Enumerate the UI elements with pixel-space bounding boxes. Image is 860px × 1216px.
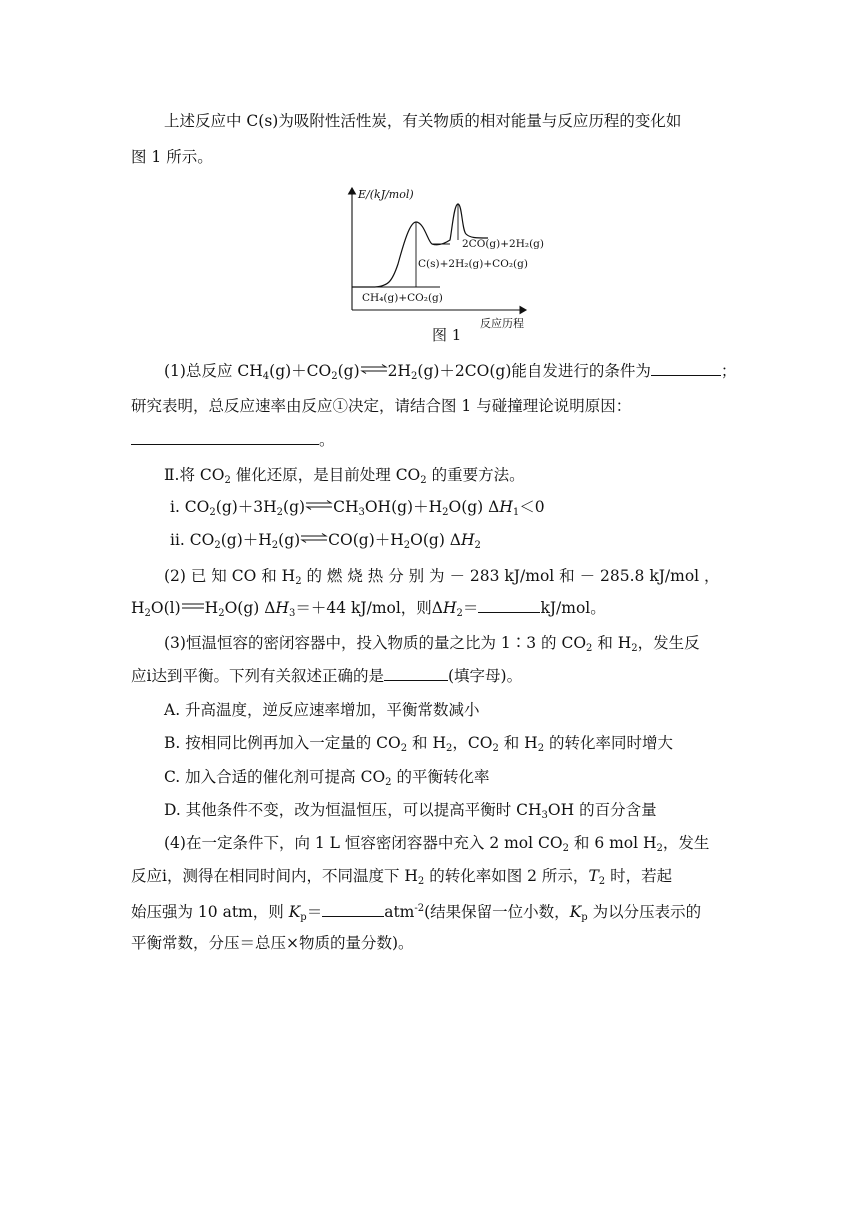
- answer-blank-4[interactable]: [322, 902, 384, 917]
- level-low-label: CH₄(g)+CO₂(g): [362, 292, 443, 304]
- double-equals-icon: [181, 602, 205, 610]
- energy-profile-figure: [340, 182, 560, 330]
- question-3-line-2: 应ⅰ达到平衡。下列有关叙述正确的是 (填字母)。: [131, 667, 523, 685]
- figure-1-caption: 图 1: [432, 326, 462, 344]
- reaction-i: ⅰ. $CO_2(g)+3H_2(g)$ $CH_3OH(g)+H_2O(g)$ $\Delta H_1<0$: [170, 498, 545, 518]
- answer-blank-3[interactable]: [384, 666, 448, 681]
- equilibrium-arrow-icon: [360, 364, 388, 374]
- question-4-line-1: (4)在一定条件下，向 1 L 恒容密闭容器中充入 2 mol $CO_2$ 和 6 mol $H_2$，发生: [164, 834, 710, 854]
- option-d[interactable]: D. 其他条件不变，改为恒温恒压，可以提高平衡时 $CH_3OH$ 的百分含量: [164, 801, 657, 821]
- intro-line-1: 上述反应中 C(s)为吸附性活性炭，有关物质的相对能量与反应历程的变化如: [164, 112, 682, 130]
- level-high-label: 2CO(g)+2H₂(g): [462, 238, 544, 250]
- option-a[interactable]: A. 升高温度，逆反应速率增加，平衡常数减小: [164, 701, 480, 719]
- question-2-line-2: $H_2O(l)$ $H_2O(g)$ $\Delta H_3=+44$ kJ/mol，则$\Delta H_2= kJ/mol$。: [131, 599, 606, 619]
- question-3-line-1: (3)恒温恒容的密闭容器中，投入物质的量之比为 1∶3 的 $CO_2$ 和 $H_2$，发生反: [164, 634, 700, 654]
- question-1-line-2: 研究表明，总反应速率由反应①决定，请结合图 1 与碰撞理论说明原因：: [131, 397, 632, 415]
- intro-line-2: 图 1 所示。: [131, 148, 213, 166]
- part-2-heading: Ⅱ.将 $CO_2$ 催化还原，是目前处理 $CO_2$ 的重要方法。: [164, 466, 525, 486]
- answer-blank-1a[interactable]: [651, 361, 721, 376]
- answer-blank-1b[interactable]: [131, 430, 319, 445]
- answer-blank-2[interactable]: [478, 598, 540, 613]
- question-4-line-3: 始压强为 10 atm，则 $K_p= atm^{-2}$(结果保留一位小数，$K_p$ 为以分压表示的: [131, 903, 702, 923]
- equilibrium-arrow-icon: [305, 500, 333, 510]
- question-1-line-3: 。: [131, 430, 731, 450]
- question-1-line-1: (1)总反应 $CH_4(g)+CO_2(g)$ $2H_2(g)+2CO(g)$能自发进行的条件为 ；: [164, 362, 737, 382]
- question-4-line-4: 平衡常数，分压＝总压×物质的量分数)。: [131, 934, 414, 952]
- level-mid-label: C(s)+2H₂(g)+CO₂(g): [418, 258, 528, 270]
- y-axis-label: E/(kJ/mol): [358, 188, 414, 201]
- question-4-line-2: 反应ⅰ，测得在相同时间内，不同温度下 $H_2$ 的转化率如图 2 所示，$T_2$ 时，若起: [131, 867, 673, 887]
- option-c[interactable]: C. 加入合适的催化剂可提高 $CO_2$ 的平衡转化率: [164, 768, 490, 788]
- option-b[interactable]: B. 按相同比例再加入一定量的 $CO_2$ 和 $H_2$，$CO_2$ 和 $H_2$ 的转化率同时增大: [164, 734, 674, 754]
- question-2-line-1: (2) 已 知 CO 和 $H_2$ 的 燃 烧 热 分 别 为 － 283 kJ/mol 和 － 285.8 kJ/mol ，: [164, 567, 720, 587]
- reaction-ii: ⅱ. $CO_2(g)+H_2(g)$ $CO(g)+H_2O(g)$ $\Delta H_2$: [170, 531, 481, 551]
- x-axis-label: 反应历程: [480, 317, 524, 330]
- equilibrium-arrow-icon: [300, 533, 328, 543]
